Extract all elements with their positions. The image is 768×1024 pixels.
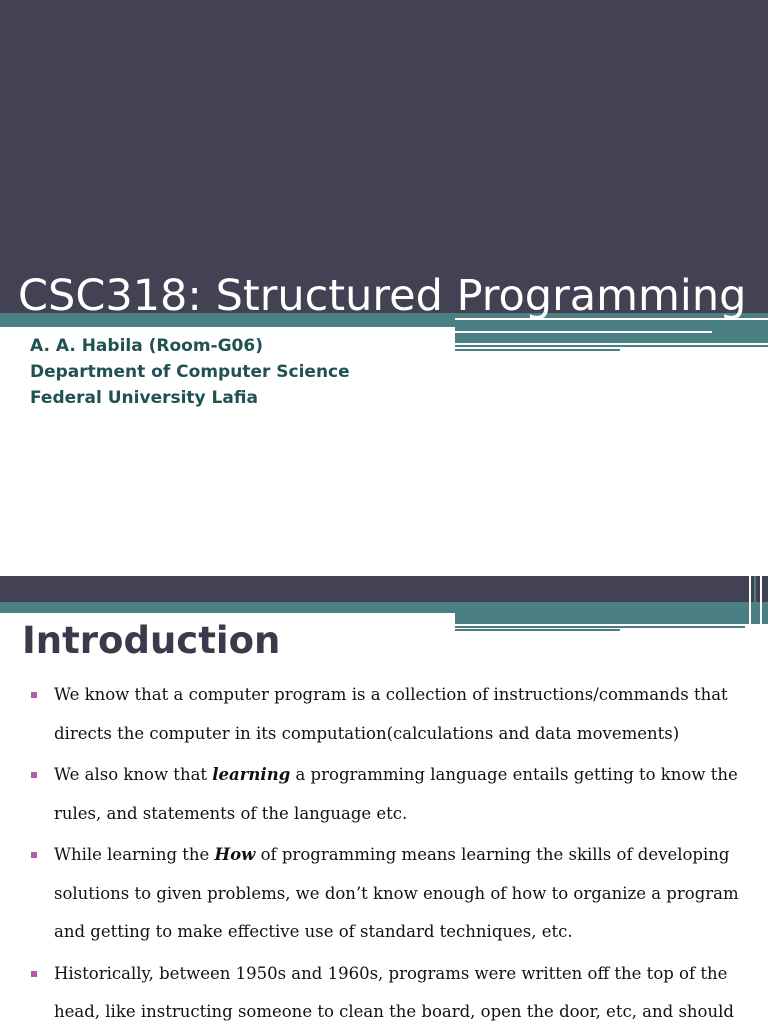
square-bullet-icon <box>31 772 37 778</box>
bullet-item <box>30 756 750 833</box>
decor-vertical-line <box>749 576 751 624</box>
bullet-emphasis: learning <box>212 765 291 784</box>
decor-vertical-line <box>760 576 762 624</box>
bullet-item <box>30 676 750 753</box>
decor-line <box>455 349 620 351</box>
bullet-emphasis: How <box>214 845 256 864</box>
department-line: Department of Computer Science <box>30 362 350 382</box>
bullet-text: a programming language entails getting to know the rules, and statements of the language etc. <box>54 765 738 823</box>
decor-line <box>455 331 712 333</box>
decor-vertical-line <box>754 576 756 624</box>
slide-title: Introduction <box>22 619 281 662</box>
bullet-item <box>30 955 750 1024</box>
decor-line <box>455 629 620 631</box>
introduction-slide <box>0 576 768 1024</box>
bullet-text: We also know that <box>54 765 213 784</box>
square-bullet-icon <box>31 852 37 858</box>
bullet-text: of programming means learning the skills of developing solutions to given problems, we don’t know enough of how to organize a program and getting to make effective use of standard techniques, etc. <box>54 845 739 941</box>
header-dark-band <box>0 576 768 602</box>
header-dark-band <box>0 0 768 313</box>
slide-title: CSC318: Structured Programming <box>18 271 747 321</box>
decor-line <box>455 626 745 628</box>
decor-line <box>455 345 768 347</box>
subtitle-block <box>30 333 350 411</box>
bullet-list <box>30 676 750 1024</box>
university-line: Federal University Lafia <box>30 388 258 408</box>
bullet-text: We know that a computer program is a collection of instructions/commands that directs the computer in its computation(calculations and data movements) <box>54 685 728 743</box>
bullet-text: Historically, between 1950s and 1960s, programs were written off the top of the head, like instructing someone to clean the board, open the door, etc, and should <box>54 963 734 1021</box>
bullet-text: While learning the <box>54 845 215 864</box>
square-bullet-icon <box>31 971 37 977</box>
square-bullet-icon <box>31 692 37 698</box>
author-line: A. A. Habila (Room-G06) <box>30 336 263 356</box>
bullet-item <box>30 836 750 952</box>
